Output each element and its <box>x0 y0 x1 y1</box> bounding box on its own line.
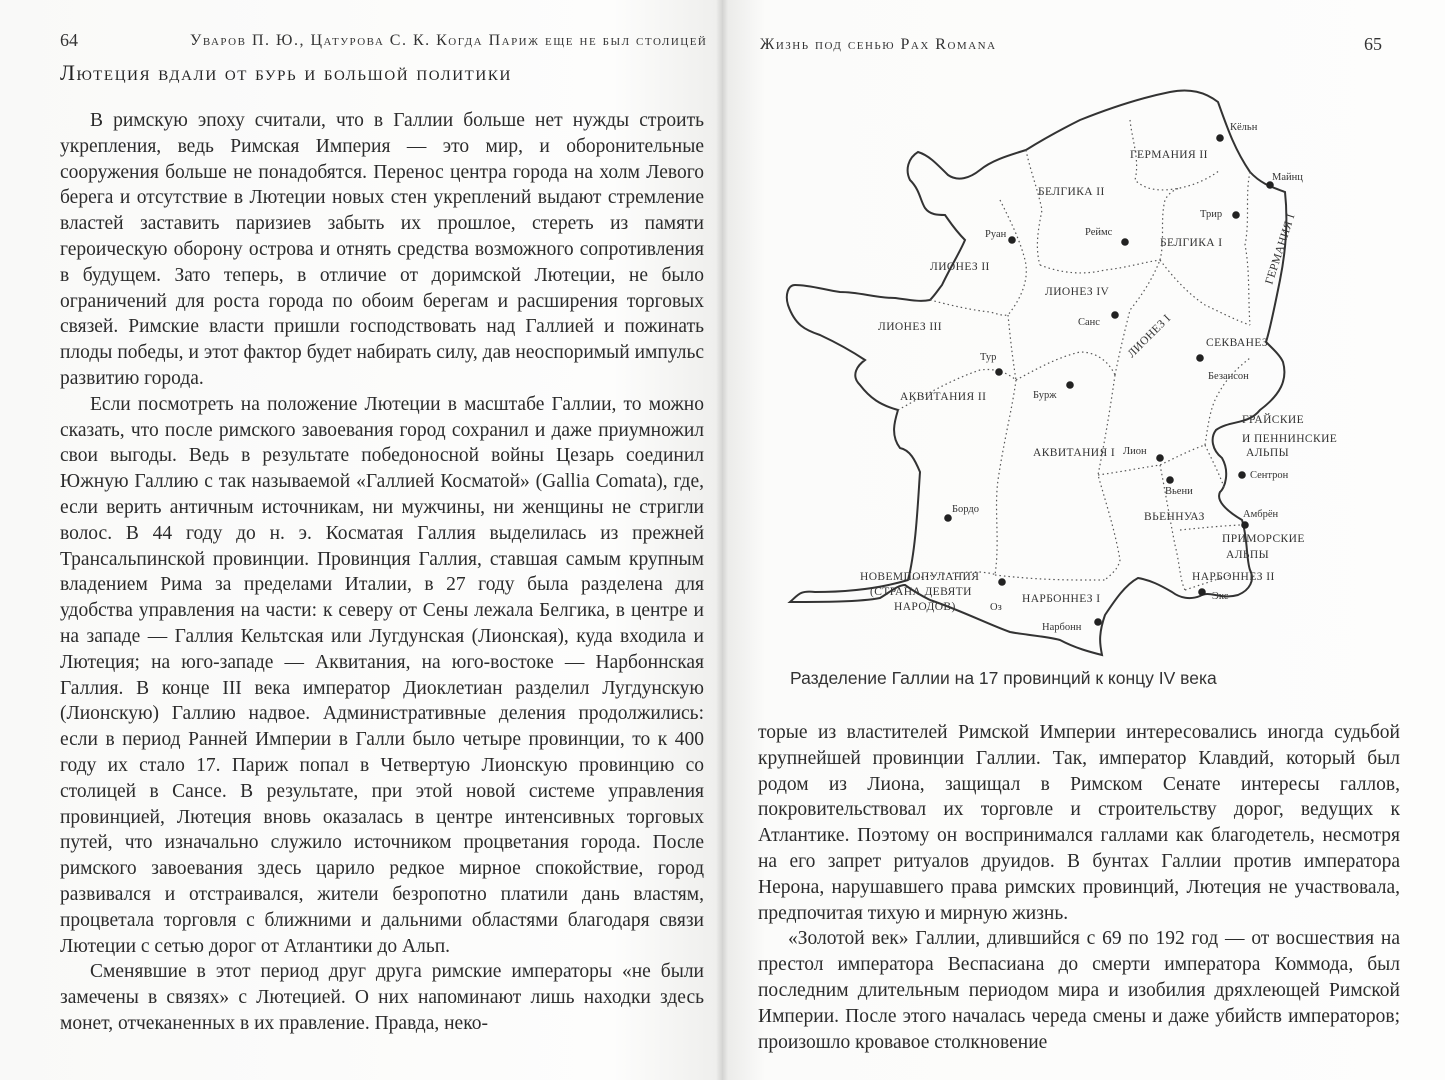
province-label: ГРАЙСКИЕ <box>1242 414 1305 426</box>
running-head-left: Уваров П. Ю., Цатурова С. К. Когда Париж еще не был столицей <box>190 32 708 49</box>
province-label: И ПЕННИНСКИЕ <box>1242 433 1338 445</box>
paragraph: Сменявшие в этот период друг друга римские императоры «не были замечены в связях» с Лютецией. О них напоминают лишь находки здесь монет, отчеканенных в их правление. Правда, неко- <box>60 961 704 1034</box>
city-label: Нарбонн <box>1042 622 1082 633</box>
city-label: Тур <box>980 352 997 363</box>
city-label: Кёльн <box>1230 122 1258 133</box>
city-label: Трир <box>1200 209 1223 220</box>
province-label: ГЕРМАНИЯ II <box>1130 149 1208 161</box>
province-label: ПРИМОРСКИЕ <box>1222 533 1305 545</box>
city-label: Экс <box>1212 591 1229 602</box>
province-label: БЕЛГИКА I <box>1160 237 1223 249</box>
province-labels <box>860 149 1337 613</box>
city-label: Реймс <box>1085 227 1113 238</box>
city-label: Майнц <box>1272 172 1303 183</box>
paragraph: В римскую эпоху считали, что в Галлии больше нет нужды строить укрепления, ведь Римская Империя — это мир, и оборонительные сооружения больше не понадобятся. Перенос центра города на холм Левого берега и отсутствие в Лютеции новых стен укреплений выдают стремление властей заставить паризиев забыть их прошлое, стереть из памяти героическую оборону острова и отнять средства возможного сопротивления в будущем. Зато теперь, в отличие от доримской Лютеции, не было ограничений для роста города по обоим берегам и расширения торговых связей. Римские власти пришли господствовать над Галлией и пожинать плоды победы, и этот фактор будет набирать силу, дав неоспоримый импульс развитию города. <box>60 110 704 389</box>
province-label: НАРБОННЕЗ I <box>1022 593 1101 605</box>
province-label: АКВИТАНИЯ II <box>900 391 987 403</box>
province-label: НАРОДОВ) <box>894 601 956 613</box>
province-label: ЛИОНЕЗ II <box>930 261 990 273</box>
page-number-right: 65 <box>1364 34 1382 54</box>
map-caption: Разделение Галлии на 17 провинций к концу IV века <box>790 668 1217 688</box>
page-number-left: 64 <box>60 30 78 50</box>
city-label: Оз <box>990 602 1002 613</box>
province-label: СЕКВАНЕЗ <box>1206 337 1269 349</box>
province-label: ВЬЕННУАЗ <box>1144 511 1205 523</box>
left-page <box>0 0 722 1080</box>
city-label: Санс <box>1078 317 1100 328</box>
province-label: ЛИОНЕЗ I <box>1125 312 1174 361</box>
province-label: БЕЛГИКА II <box>1038 186 1105 198</box>
province-label: НАРБОННЕЗ II <box>1192 571 1275 583</box>
province-label: ЛИОНЕЗ III <box>878 321 943 333</box>
province-label: АЛЬПЫ <box>1226 549 1270 561</box>
city-label: Руан <box>985 229 1007 240</box>
section-title: Лютеция вдали от бурь и большой политики <box>60 60 512 85</box>
province-label: АЛЬПЫ <box>1246 447 1290 459</box>
city-label: Амбрён <box>1243 509 1279 520</box>
province-label: ГЕРМАНИЯ I <box>1263 212 1298 286</box>
gaul-provinces-map <box>780 80 1338 660</box>
city-label: Лион <box>1123 446 1147 457</box>
city-label: Вьени <box>1165 486 1193 497</box>
province-label: АКВИТАНИЯ I <box>1033 447 1116 459</box>
left-body-text <box>60 108 704 1037</box>
paragraph: торые из властителей Римской Империи интересовались иногда судьбой крупнейшей провинции Галлии. Так, император Клавдий, который был родом из Лиона, защищал в Римском Сенате интересы галлов, покровительствовал их торговле и строительству дорог, ведущих к Атлантике. Поэтому он воспринимался галлами как благодетель, несмотря на его запрет ритуалов друидов. В бунтах Галлии против императора Нерона, нарушавшего права римских провинций, Лютеция не участвовала, предпочитая тихую и мирную жизнь. <box>758 722 1400 924</box>
book-gutter <box>716 0 728 1080</box>
paragraph: «Золотой век» Галлии, длившийся с 69 по 192 год — от восшествия на престол императора Веспасиана до смерти императора Коммода, был последним длительным периодом мира и изобилия дряхлеющей Римской Империи. После этого началась череда смены и даже убийств императоров; произошло кровавое столкновение <box>758 928 1400 1053</box>
province-label: ЛИОНЕЗ IV <box>1045 286 1110 298</box>
city-label: Сентрон <box>1250 470 1289 481</box>
paragraph: Если посмотреть на положение Лютеции в масштабе Галлии, то можно сказать, что после римского завоевания город сохранил и даже приумножил свои выгоды. Ведь в результате победоносной войны Цезарь соединил Южную Галлию с так называемой «Галлией Косматой» (Gallia Comata), где, если верить античным источникам, ни мужчины, ни женщины не стригли волос. В 44 году до н. э. Косматая Галлия выделилась из прежней Трансальпинской провинции. Провинция Галлия, ставшая самым крупным владением Рима за пределами Италии, в 27 году была разделена для удобства управления на части: к северу от Сены лежала Белгика, в центре и на западе — Галлия Кельтская или Лугдунская (Лионская), куда входила и Лютеция; на юго-западе — Аквитания, на юго-востоке — Нарбоннская Галлия. В конце III века император Диоклетиан разделил Лугдунскую (Лионскую) Галлию надвое. Административные деления продолжились: если в период Ранней Империи в Галли было четыре провинции, то к 400 году их стало 17. Париж попал в Четвертую Лионскую провинцию со столицей в Сансе. В результате, при этой новой системе управления провинцией, Лютеция вновь оказалась в центре интенсивных торговых путей, что изначально служило источником процветания города. После римского завоевания здесь царило редкое мирное спокойствие, город развивался и отстраивался, жители безропотно платили дань властям, процветала торговля с ближними и дальними областями благодаря связи Лютеции с сетью дорог от Атлантики до Альп. <box>60 393 704 957</box>
city-label: Бурж <box>1033 390 1057 401</box>
province-label: (СТРАНА ДЕВЯТИ <box>870 586 972 598</box>
province-label: НОВЕМПОПУЛАНИЯ <box>860 571 980 583</box>
city-label: Безансон <box>1208 371 1249 382</box>
city-label: Бордо <box>952 504 979 515</box>
running-head-right: Жизнь под сенью Pax Romana <box>760 36 997 53</box>
right-body-text <box>758 720 1400 1055</box>
